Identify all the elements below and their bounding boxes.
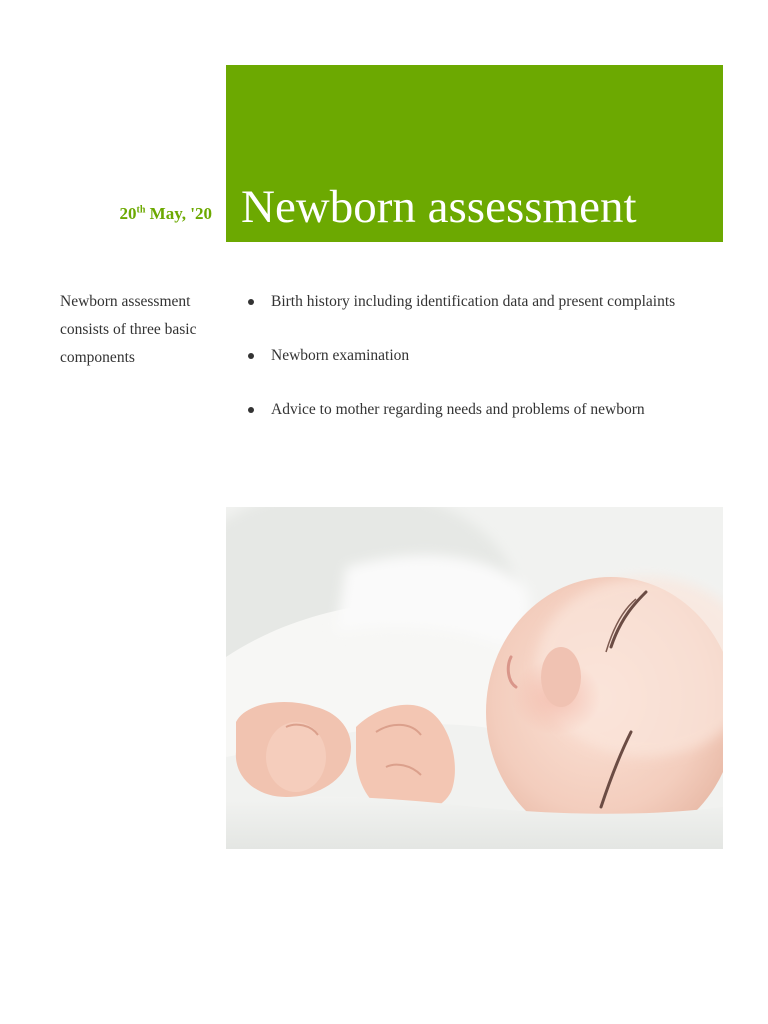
- bullet-icon: [248, 353, 254, 359]
- page-title: Newborn assessment: [241, 181, 637, 234]
- list-item: [248, 342, 718, 370]
- list-item: [248, 288, 718, 316]
- sleeping-baby-photo: [226, 507, 723, 849]
- document-date: [120, 204, 213, 224]
- date-suffix: th: [136, 204, 146, 216]
- title-banner: [226, 65, 723, 242]
- list-item-text: Birth history including identification data and present complaints: [271, 293, 676, 310]
- bullet-icon: [248, 299, 254, 305]
- date-day: 20: [119, 204, 137, 223]
- list-item-text: Newborn examination: [271, 347, 410, 364]
- list-item: [248, 396, 718, 424]
- bullet-icon: [248, 407, 254, 413]
- components-list: [248, 288, 718, 450]
- date-month-year: May, '20: [145, 204, 212, 223]
- sidebar-summary: Newborn assessment consists of three basic components: [60, 293, 197, 366]
- list-item-text: Advice to mother regarding needs and problems of newborn: [271, 401, 645, 418]
